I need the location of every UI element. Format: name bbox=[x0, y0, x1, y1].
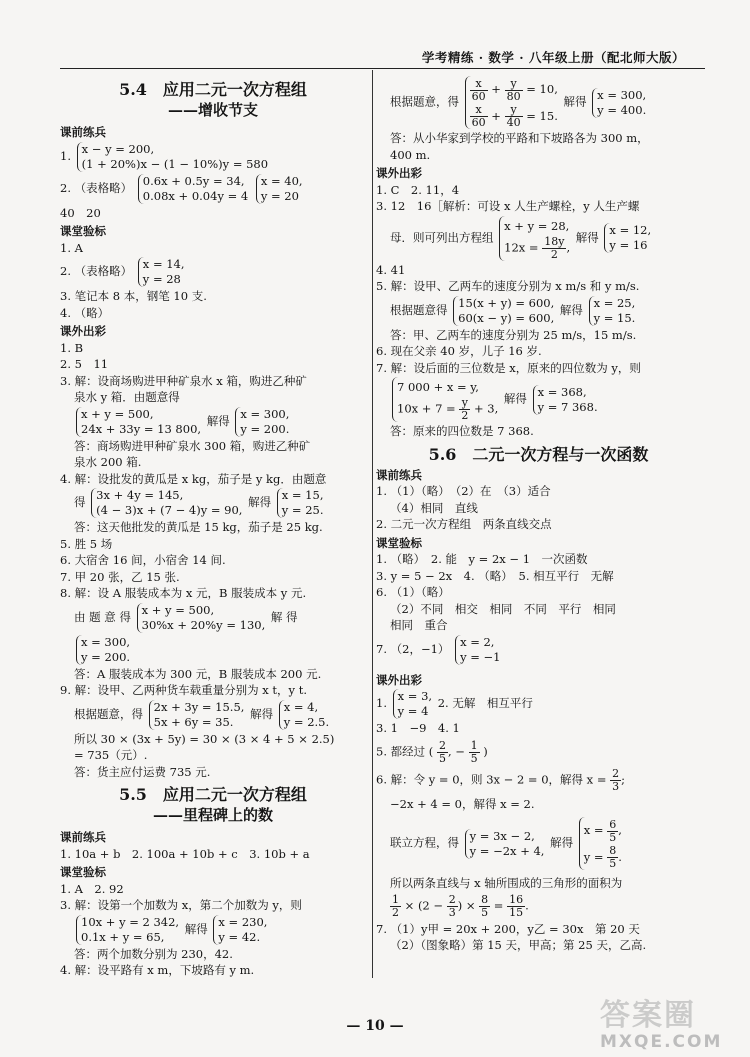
solution-system: x = 368, y = 7 368. bbox=[533, 385, 598, 415]
answer-item: 3. 解：设第一个加数为 x，第二个加数为 y，则 bbox=[60, 898, 302, 912]
answer-equations: 联立方程，得 y = 3x − 2, y = −2x + 4, 解得 x = $\frac{6}{5}$ , y = $\frac{8}{5}$ . bbox=[390, 817, 622, 870]
answer-item: 2. 5 11 bbox=[60, 357, 109, 371]
solution-system: x = 4, y = 2.5. bbox=[279, 700, 329, 730]
answer-item: 3. 1 −9 4. 1 bbox=[376, 721, 460, 735]
column-divider bbox=[372, 70, 373, 978]
solution-system: x = $\frac{6}{5}$ , y = $\frac{8}{5}$ . bbox=[579, 817, 622, 870]
section-subtitle-5-4: ——增收节支 bbox=[167, 101, 258, 119]
answer-item: 2. （表格略） 0.6x + 0.5y = 34, 0.08x + 0.04y = 4 x = 40, y = 20 bbox=[60, 173, 303, 203]
right-column bbox=[376, 75, 701, 954]
answer-item: 6. 现在父亲 40 岁，儿子 16 岁. bbox=[376, 344, 542, 358]
equation-system: 7 000 + x = y, 10x + 7 = $\frac{y}{2}$ + 3, bbox=[392, 377, 498, 422]
solution-system: x = 40, y = 20 bbox=[256, 174, 303, 204]
answer-text: 答：A 服装成本为 300 元，B 服装成本 200 元. bbox=[74, 666, 322, 681]
equation-system: x + y = 500, 24x + 33y = 13 800, bbox=[76, 407, 201, 437]
solution-system: x = 14, y = 28 bbox=[138, 257, 185, 287]
solution-system: x = 230, y = 42. bbox=[213, 915, 267, 945]
answer-item: 3. 12 16［解析：可设 x 人生产螺栓，y 人生产螺 bbox=[376, 199, 640, 213]
answer-item: 4. 解：设平路有 x m，下坡路有 y m. bbox=[60, 963, 255, 977]
answer-text: 40 20 bbox=[60, 205, 101, 220]
answer-equations: 根据题意，得 $\frac{x}{60}$ + $\frac{y}{80}$ = 10, $\frac{x}{60}$ + $\frac{y}{40}$ = 15. 解得 x = 300, y = 400. bbox=[390, 76, 647, 129]
equation-system: x + y = 500, 30%x + 20%y = 130, bbox=[137, 603, 266, 633]
answer-item: 7. 甲 20 张，乙 15 张. bbox=[60, 569, 180, 584]
answer-item: 3. y = 5 − 2x 4. （略） 5. 相互平行 无解 bbox=[376, 568, 614, 583]
answer-text: −2x + 4 = 0，解得 x = 2. bbox=[390, 796, 535, 811]
answer-text: = 735（元）. bbox=[74, 748, 148, 762]
answer-item: 4. 41 bbox=[376, 262, 406, 277]
answer-item: 1. x = 3, y = 4 2. 无解 相互平行 bbox=[376, 689, 533, 718]
equation-system: $\frac{x}{60}$ + $\frac{y}{80}$ = 10, $\frac{x}{60}$ + $\frac{y}{40}$ = 15. bbox=[465, 76, 558, 129]
answer-item: 1. A 2. 92 bbox=[60, 881, 124, 896]
answer-item: 3. 笔记本 8 本，钢笔 10 支. bbox=[60, 289, 207, 303]
solution-system: x = 300, y = 200. bbox=[235, 407, 289, 437]
answer-item: 5. 都经过 ( $\frac{2}{5}$ , − $\frac{1}{5}$ ) bbox=[376, 738, 488, 765]
solution-system: x = 15, y = 25. bbox=[277, 488, 324, 518]
answer-equations bbox=[60, 634, 366, 666]
in-class-heading: 课堂验标 bbox=[60, 865, 106, 879]
answer-item: 1. x − y = 200, (1 + 20%)x − (1 − 10%)y = 580 bbox=[60, 141, 269, 171]
in-class-heading: 课堂验标 bbox=[60, 224, 106, 238]
answer-text: 400 m. bbox=[390, 147, 431, 162]
answer-text: 答：这天他批发的黄瓜是 15 kg，茄子是 25 kg. bbox=[74, 520, 323, 534]
equation-system: 15(x + y) = 600, 60(x − y) = 600, bbox=[453, 296, 554, 326]
extension-heading: 课外出彩 bbox=[60, 324, 106, 338]
answer-text: 所以两条直线与 x 轴所围成的三角形的面积为 bbox=[390, 876, 623, 890]
answer-equations: 7 000 + x = y, 10x + 7 = $\frac{y}{2}$ + 3, 解得 x = 368, y = 7 368. bbox=[376, 376, 701, 423]
answer-equations: 10x + y = 2 342, 0.1x + y = 65, 解得 x = 230, y = 42. bbox=[60, 914, 366, 946]
answer-item: 6. 解：令 y = 0，则 3x − 2 = 0，解得 x = $\frac{2}{3}$ ; bbox=[376, 766, 625, 793]
answer-item: 1. A bbox=[60, 240, 83, 255]
answer-item: 3. 解：设商场购进甲种矿泉水 x 箱，购进乙种矿 bbox=[60, 373, 307, 388]
answer-text: （2）（图象略）第 15 天，甲高；第 25 天，乙高. bbox=[390, 938, 647, 952]
equation-system: x + y = 28, 12x = $\frac{18y}{2}$ , bbox=[499, 216, 570, 261]
answer-equations: x + y = 500, 24x + 33y = 13 800, 解得 x = 300, y = 200. bbox=[60, 406, 366, 438]
answer-text: 答：两个加数分别为 230，42. bbox=[74, 946, 233, 961]
answer-item: 8. 解：设 A 服装成本为 x 元，B 服装成本 y 元. bbox=[60, 586, 307, 600]
answer-text: 所以 30 × (3x + 5y) = 30 × (3 × 4 + 5 × 2.5) bbox=[74, 731, 335, 746]
answer-item: 4. （略） bbox=[60, 305, 110, 320]
answer-item: 1. 10a + b 2. 100a + 10b + c 3. 10b + a bbox=[60, 846, 310, 861]
answer-text: 泉水 200 箱. bbox=[74, 455, 142, 469]
equation-system: x − y = 200, (1 + 20%)x − (1 − 10%)y = 580 bbox=[77, 142, 268, 172]
equation-system: 0.6x + 0.5y = 34, 0.08x + 0.04y = 4 bbox=[138, 174, 248, 204]
section-subtitle-5-5: ——里程碑上的数 bbox=[152, 806, 273, 824]
answer-text: （2）不同 相交 相同 不同 平行 相同 bbox=[390, 601, 616, 616]
page-number: — 10 — bbox=[346, 1018, 404, 1034]
answer-equations: 根据题意得 15(x + y) = 600, 60(x − y) = 600, 解得 x = 25, y = 15. bbox=[390, 295, 636, 325]
answer-item: 9. 解：设甲、乙两种货车载重量分别为 x t，y t. bbox=[60, 683, 307, 697]
answer-item: 6. （1）（略） bbox=[376, 585, 450, 599]
pre-practice-heading: 课前练兵 bbox=[60, 830, 106, 844]
answer-text: 答：原来的四位数是 7 368. bbox=[390, 424, 534, 438]
page-header: 学考精练 · 数学 · 八年级上册（配北师大版） bbox=[421, 50, 685, 65]
answer-item: 4. 解：设批发的黄瓜是 x kg，茄子是 y kg．由题意 bbox=[60, 471, 327, 486]
answer-item: 2. （表格略） x = 14, y = 28 bbox=[60, 257, 185, 286]
answer-text: 答：商场购进甲种矿泉水 300 箱，购进乙种矿 bbox=[74, 438, 311, 453]
solution-system: x = 300, y = 200. bbox=[76, 635, 130, 665]
watermark-logo: 答案圈 MXQE.COM bbox=[600, 998, 723, 1052]
answer-equations: $\frac{1}{2}$ × (2 − $\frac{2}{3}$ ) × $\frac{8}{5}$ = $\frac{16}{15}$ . bbox=[392, 892, 529, 919]
answer-item: 1. C 2. 11，4 bbox=[376, 182, 460, 197]
extension-heading: 课外出彩 bbox=[376, 166, 422, 180]
section-title-5-4: 5.4 应用二元一次方程组 bbox=[119, 80, 307, 99]
answer-item: 1. （略） 2. 能 y = 2x − 1 一次函数 bbox=[376, 552, 588, 566]
answer-item: 5. 解：设甲、乙两车的速度分别为 x m/s 和 y m/s. bbox=[376, 279, 640, 293]
header-rule bbox=[60, 68, 705, 69]
answer-text: 答：甲、乙两车的速度分别为 25 m/s，15 m/s. bbox=[390, 327, 637, 342]
answer-item: 6. 大宿舍 16 间，小宿舍 14 间. bbox=[60, 553, 226, 567]
equation-system: 2x + 3y = 15.5, 5x + 6y = 35. bbox=[149, 700, 245, 730]
answer-equations: 由 题 意 得 x + y = 500, 30%x + 20%y = 130, 解 得 bbox=[74, 602, 298, 632]
solution-system: x = 300, y = 400. bbox=[592, 88, 646, 118]
section-title-5-5: 5.5 应用二元一次方程组 bbox=[119, 785, 307, 804]
answer-item: 1. （1）（略） （2）在 （3）适合 bbox=[376, 484, 551, 498]
answer-text: 相同 重合 bbox=[390, 618, 448, 632]
answer-text: （4）相同 直线 bbox=[390, 500, 478, 515]
solution-system: x = 3, y = 4 bbox=[393, 689, 432, 719]
in-class-heading: 课堂验标 bbox=[376, 535, 422, 550]
answer-item: 2. 二元一次方程组 两条直线交点 bbox=[376, 517, 552, 531]
solution-system: x = 2, y = −1 bbox=[455, 635, 500, 665]
answer-equations: 母．则可列出方程组 x + y = 28, 12x = $\frac{18y}{2}$ , 解得 x = 12, y = 16 bbox=[376, 215, 701, 262]
equation-system: 10x + y = 2 342, 0.1x + y = 65, bbox=[76, 915, 179, 945]
equation-system: y = 3x − 2, y = −2x + 4, bbox=[465, 829, 545, 859]
answer-item: 7. 解：设后面的三位数是 x，原来的四位数为 y，则 bbox=[376, 360, 641, 375]
answer-item: 1. B bbox=[60, 340, 84, 355]
answer-equations: 根据题意，得 2x + 3y = 15.5, 5x + 6y = 35. 解得 x = 4, y = 2.5. bbox=[74, 699, 330, 729]
answer-item: 7. （1）y甲 = 20x + 200，y乙 = 30x 第 20 天 bbox=[376, 921, 640, 936]
solution-system: x = 12, y = 16 bbox=[604, 223, 651, 253]
answer-equations: 得 3x + 4y = 145, (4 − 3)x + (7 − 4)y = 90, 解得 x = 15, y = 25. bbox=[74, 488, 324, 517]
left-column bbox=[60, 75, 366, 979]
answer-text: 泉水 y 箱．由题意得 bbox=[74, 390, 180, 404]
answer-item: 7. （2，−1） x = 2, y = −1 bbox=[376, 634, 501, 664]
solution-system: x = 25, y = 15. bbox=[589, 296, 636, 326]
answer-text: 答：从小华家到学校的平路和下坡路各为 300 m， bbox=[390, 131, 649, 145]
pre-practice-heading: 课前练兵 bbox=[376, 467, 422, 482]
pre-practice-heading: 课前练兵 bbox=[60, 125, 106, 139]
equation-system: 3x + 4y = 145, (4 − 3)x + (7 − 4)y = 90, bbox=[91, 488, 242, 518]
answer-text: 答：货主应付运费 735 元. bbox=[74, 764, 211, 779]
section-title-5-6: 5.6 二元一次方程与一次函数 bbox=[428, 444, 649, 464]
answer-item: 5. 胜 5 场 bbox=[60, 536, 113, 551]
extension-heading: 课外出彩 bbox=[376, 672, 422, 687]
